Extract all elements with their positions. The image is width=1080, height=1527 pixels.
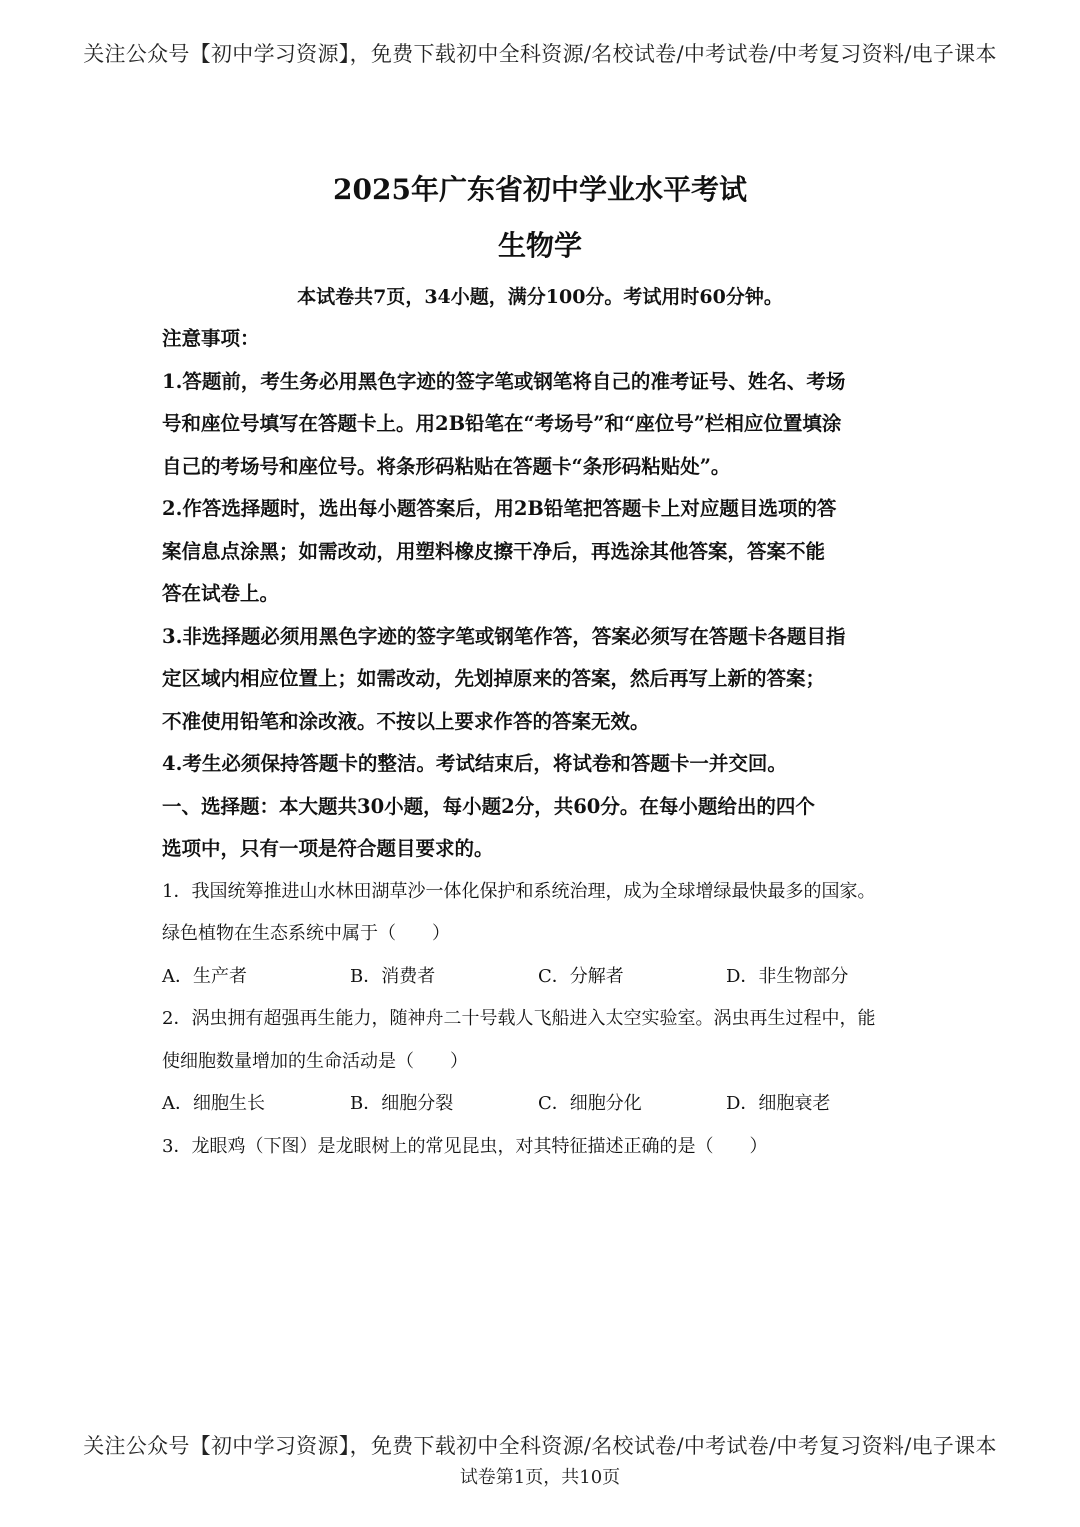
exam-title: 2025年广东省初中学业水平考试	[333, 173, 747, 206]
question-text: 3．龙眼鸡（下图）是龙眼树上的常见昆虫，对其特征描述正确的是（ ）	[162, 1135, 768, 1157]
question-options	[162, 956, 922, 999]
page-number: 试卷第1页，共10页	[459, 1467, 621, 1488]
option-a: A．生产者	[162, 965, 247, 987]
question-text: 绿色植物在生态系统中属于（ ）	[162, 923, 450, 944]
notes-line: 答在试卷上。	[162, 582, 280, 605]
question-1	[162, 871, 922, 999]
question-3	[162, 1126, 922, 1169]
notes-line: 案信息点涂黑；如需改动，用塑料橡皮擦干净后，再选涂其他答案，答案不能	[162, 539, 826, 563]
option-c: C．分解者	[538, 965, 624, 987]
section-heading: 一、选择题：本大题共30小题，每小题2分，共60分。在每小题给出的四个	[162, 794, 815, 818]
notes-line: 1.答题前，考生务必用黑色字迹的签字笔或钢笔将自己的准考证号、姓名、考场	[162, 369, 846, 393]
question-options	[162, 1083, 922, 1126]
notes-line: 3.非选择题必须用黑色字迹的签字笔或钢笔作答，答案必须写在答题卡各题目指	[162, 624, 846, 648]
notes-line: 自己的考场号和座位号。将条形码粘贴在答题卡“条形码粘贴处”。	[162, 454, 731, 478]
header-banner: 关注公众号【初中学习资源】，免费下载初中全科资源/名校试卷/中考试卷/中考复习资料/电子课本	[83, 42, 997, 66]
question-2	[162, 998, 922, 1126]
option-b: B．消费者	[350, 965, 436, 987]
option-d: D．非生物部分	[726, 965, 849, 987]
option-a: A．细胞生长	[162, 1093, 265, 1114]
notes-line: 不准使用铅笔和涂改液。不按以上要求作答的答案无效。	[162, 709, 650, 733]
section-heading: 选项中，只有一项是符合题目要求的。	[162, 837, 494, 860]
subject-title: 生物学	[497, 229, 582, 262]
question-text: 1．我国统筹推进山水林田湖草沙一体化保护和系统治理，成为全球增绿最快最多的国家。	[162, 880, 876, 902]
option-c: C．细胞分化	[538, 1093, 642, 1114]
question-text: 使细胞数量增加的生命活动是（ ）	[162, 1050, 468, 1072]
exam-info: 本试卷共7页，34小题，满分100分。考试用时60分钟。	[297, 286, 783, 308]
notes-heading: 注意事项：	[162, 327, 260, 350]
option-b: B．细胞分裂	[350, 1093, 454, 1114]
notes-line: 定区域内相应位置上；如需改动，先划掉原来的答案，然后再写上新的答案；	[162, 667, 826, 690]
exam-content	[162, 318, 922, 1168]
notes-line: 4.考生必须保持答题卡的整洁。考试结束后，将试卷和答题卡一并交回。	[162, 752, 787, 775]
option-d: D．细胞衰老	[726, 1093, 831, 1114]
question-text: 2．涡虫拥有超强再生能力，随神舟二十号载人飞船进入太空实验室。涡虫再生过程中，能	[162, 1008, 876, 1029]
notes-line: 号和座位号填写在答题卡上。用2B铅笔在“考场号”和“座位号”栏相应位置填涂	[162, 412, 842, 435]
footer-banner: 关注公众号【初中学习资源】，免费下载初中全科资源/名校试卷/中考试卷/中考复习资料/电子课本	[83, 1434, 997, 1458]
notes-line: 2.作答选择题时，选出每小题答案后，用2B铅笔把答题卡上对应题目选项的答	[162, 497, 837, 520]
